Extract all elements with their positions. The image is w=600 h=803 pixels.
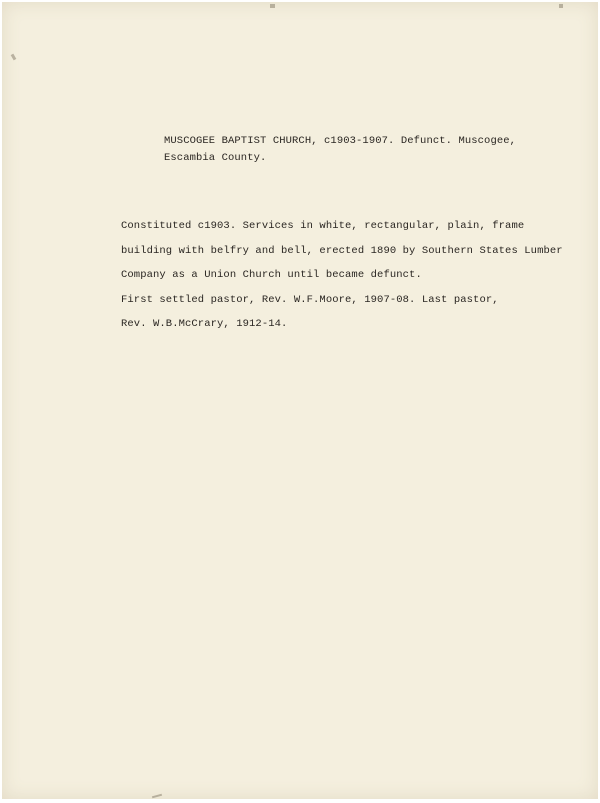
document-body [121, 214, 563, 337]
body-line: Rev. W.B.McCrary, 1912-14. [121, 318, 288, 330]
paper-blemish [270, 4, 275, 8]
body-line: First settled pastor, Rev. W.F.Moore, 1907-08. Last pastor, [121, 293, 499, 306]
body-line: Company as a Union Church until became defunct. [121, 269, 422, 281]
paper-blemish [559, 4, 563, 8]
heading-line: MUSCOGEE BAPTIST CHURCH, c1903-1907. Defunct. Muscogee, [164, 135, 517, 147]
body-line: Constituted c1903. Services in white, rectangular, plain, frame [121, 220, 525, 232]
body-line: building with belfry and bell, erected 1890 by Southern States Lumber [121, 244, 563, 257]
paper-blemish [152, 794, 162, 799]
heading-line: Escambia County. [164, 152, 267, 164]
paper-blemish [11, 54, 17, 61]
document-page [2, 2, 598, 799]
document-heading [164, 133, 544, 167]
